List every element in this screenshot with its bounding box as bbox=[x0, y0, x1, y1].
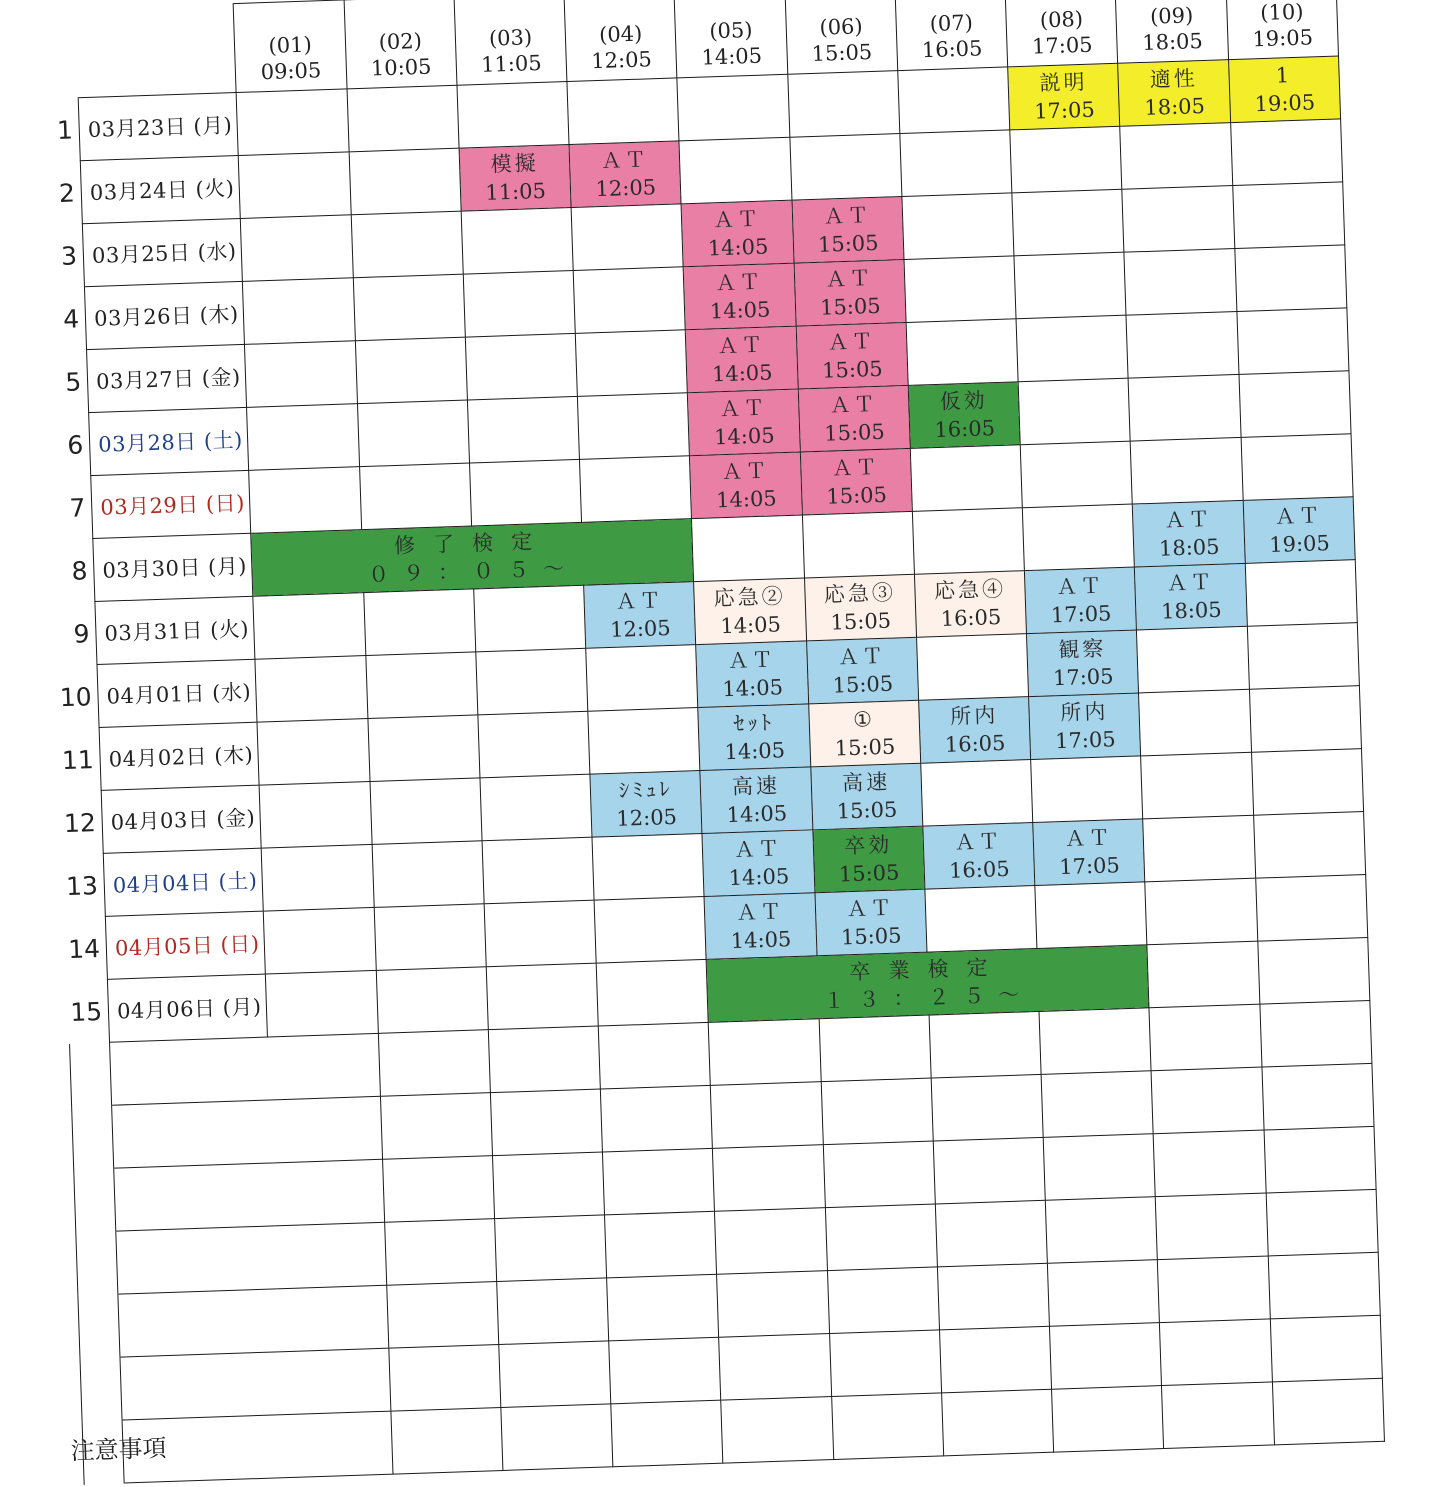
lesson-time: 17:05 bbox=[1033, 97, 1096, 124]
empty-slot bbox=[1257, 937, 1369, 1004]
empty-slot bbox=[347, 85, 459, 152]
empty-slot bbox=[469, 459, 581, 526]
lesson-cell bbox=[688, 389, 800, 456]
lesson-cell bbox=[1008, 63, 1120, 130]
lesson-name: ＡＴ bbox=[600, 147, 650, 173]
empty-slot bbox=[578, 393, 690, 460]
empty-slot bbox=[1241, 434, 1353, 501]
lesson-name: ＡＴ bbox=[716, 332, 766, 359]
lesson-cell bbox=[690, 452, 802, 519]
empty-slot bbox=[921, 760, 1033, 827]
slot-label: (05) bbox=[708, 17, 753, 44]
lesson-name: ｾｯﾄ bbox=[733, 710, 775, 736]
lesson-cell bbox=[590, 771, 702, 838]
row-date: 04月02日 (木) bbox=[99, 722, 259, 790]
lesson-cell bbox=[810, 763, 922, 830]
lesson-cell bbox=[681, 200, 793, 267]
lesson-time: 16:05 bbox=[948, 856, 1010, 883]
slot-time: 17:05 bbox=[1031, 32, 1093, 59]
lesson-time: 14:05 bbox=[715, 486, 778, 513]
lesson-name: 仮効 bbox=[939, 388, 989, 414]
lesson-time: 14:05 bbox=[728, 864, 790, 891]
lesson-name: 応急④ bbox=[933, 576, 1007, 604]
slot-time: 19:05 bbox=[1252, 25, 1314, 52]
lesson-cell bbox=[798, 385, 910, 452]
lesson-time: 15:05 bbox=[819, 293, 882, 320]
empty-slot bbox=[1253, 812, 1365, 879]
empty-slot bbox=[262, 844, 374, 911]
lesson-name: ＡＴ bbox=[735, 899, 785, 925]
slot-header-09 bbox=[1115, 0, 1228, 63]
slot-header-02 bbox=[344, 0, 457, 89]
row-number: 14 bbox=[67, 933, 101, 964]
header-corner bbox=[35, 9, 78, 99]
exam-time: １３：２５～ bbox=[823, 982, 1034, 1014]
lesson-name: 適性 bbox=[1149, 66, 1199, 92]
empty-slot bbox=[1010, 126, 1122, 193]
lesson-name: 1 bbox=[1275, 63, 1293, 88]
row-number: 11 bbox=[61, 744, 95, 775]
lesson-time: 14:05 bbox=[726, 801, 788, 828]
row-number: 9 bbox=[73, 618, 91, 649]
lesson-time: 14:05 bbox=[722, 675, 784, 702]
lesson-time: 19:05 bbox=[1254, 90, 1316, 117]
lesson-time: 17:05 bbox=[1050, 601, 1112, 628]
empty-slot bbox=[1126, 311, 1238, 378]
empty-slot bbox=[1014, 252, 1126, 319]
lesson-time: 15:05 bbox=[821, 356, 884, 383]
empty-slot bbox=[374, 904, 486, 971]
lesson-name: 模擬 bbox=[490, 151, 540, 177]
empty-slot bbox=[241, 215, 353, 282]
lesson-name: ＡＴ bbox=[712, 206, 762, 233]
lesson-cell bbox=[1243, 497, 1355, 564]
lesson-name: ＡＴ bbox=[829, 391, 878, 418]
empty-slot bbox=[376, 967, 488, 1034]
lesson-name: 高速 bbox=[841, 769, 891, 796]
row-date: 04月06日 (月) bbox=[108, 974, 268, 1042]
slot-label: (06) bbox=[819, 14, 864, 40]
lesson-name: 応急③ bbox=[823, 580, 897, 607]
empty-slot bbox=[366, 652, 478, 719]
lesson-name: 応急② bbox=[713, 584, 787, 611]
row-date: 03月29日 (日) bbox=[91, 470, 251, 538]
empty-slot bbox=[260, 781, 372, 848]
lesson-time: 15:05 bbox=[825, 482, 888, 509]
lesson-cell bbox=[794, 259, 906, 326]
lesson-name: ＡＴ bbox=[719, 395, 768, 422]
empty-slot bbox=[1249, 686, 1361, 753]
empty-slot bbox=[1235, 245, 1347, 312]
row-date: 03月23日 (月) bbox=[78, 93, 238, 161]
lesson-name: ＡＴ bbox=[1274, 503, 1323, 529]
slot-header-03 bbox=[454, 0, 567, 85]
empty-slot bbox=[253, 593, 365, 660]
lesson-time: 17:05 bbox=[1058, 853, 1121, 880]
empty-slot bbox=[1230, 119, 1342, 186]
empty-slot bbox=[1145, 878, 1257, 945]
lesson-time: 14:05 bbox=[730, 927, 792, 954]
lesson-time: 15:05 bbox=[823, 419, 886, 446]
row-date: 03月28日 (土) bbox=[89, 407, 249, 475]
lesson-cell bbox=[1027, 630, 1139, 697]
lesson-cell bbox=[698, 704, 810, 771]
empty-slot bbox=[912, 508, 1024, 575]
lesson-name: ＡＴ bbox=[827, 328, 876, 355]
empty-slot bbox=[787, 71, 899, 138]
empty-slot bbox=[916, 634, 1028, 701]
empty-slot bbox=[1137, 626, 1249, 693]
empty-slot bbox=[594, 896, 706, 963]
empty-slot bbox=[237, 89, 349, 156]
row-number: 7 bbox=[68, 492, 86, 523]
empty-slot bbox=[357, 400, 469, 467]
empty-slot bbox=[692, 515, 804, 582]
lesson-name: ＡＴ bbox=[954, 829, 1003, 855]
lesson-name: 所内 bbox=[949, 703, 999, 729]
empty-slot bbox=[596, 959, 708, 1026]
lesson-name: ｼﾐｭﾚ bbox=[618, 776, 674, 803]
row-date: 03月26日 (木) bbox=[85, 281, 245, 349]
lesson-cell bbox=[569, 141, 681, 208]
empty-slot bbox=[802, 511, 914, 578]
slot-label: (09) bbox=[1149, 3, 1194, 29]
empty-slot bbox=[1012, 189, 1124, 256]
empty-slot bbox=[1035, 882, 1147, 949]
lesson-name: 所内 bbox=[1060, 699, 1109, 726]
lesson-cell bbox=[1033, 819, 1145, 886]
empty-slot bbox=[906, 319, 1018, 386]
lesson-name: ＡＴ bbox=[615, 588, 664, 614]
empty-slot bbox=[482, 837, 594, 904]
slot-label: (03) bbox=[488, 25, 533, 51]
lesson-cell bbox=[1135, 563, 1247, 630]
empty-slot bbox=[1255, 875, 1367, 942]
slot-time: 16:05 bbox=[921, 36, 983, 63]
lesson-name: ＡＴ bbox=[1055, 573, 1105, 600]
row-number: 3 bbox=[60, 240, 78, 271]
empty-slot bbox=[592, 833, 704, 900]
lesson-cell bbox=[923, 823, 1035, 890]
lesson-time: 15:05 bbox=[832, 671, 894, 698]
lesson-cell bbox=[919, 697, 1031, 764]
lesson-time: 14:05 bbox=[719, 612, 782, 639]
lesson-name: ＡＴ bbox=[714, 269, 764, 296]
slot-time: 10:05 bbox=[370, 54, 432, 81]
lesson-name: 観察 bbox=[1057, 636, 1107, 663]
empty-slot bbox=[1124, 249, 1236, 316]
lesson-time: 15:05 bbox=[836, 797, 898, 824]
empty-slot bbox=[1247, 623, 1359, 690]
slot-time: 18:05 bbox=[1141, 28, 1204, 55]
empty-slot bbox=[925, 885, 1037, 952]
lesson-name: 卒効 bbox=[843, 832, 893, 859]
empty-slot bbox=[478, 711, 590, 778]
empty-slot bbox=[372, 841, 484, 908]
empty-slot bbox=[1237, 308, 1349, 375]
row-number: 5 bbox=[64, 366, 82, 397]
slot-header-10 bbox=[1225, 0, 1338, 60]
empty-slot bbox=[588, 708, 700, 775]
empty-slot bbox=[351, 211, 463, 278]
empty-slot bbox=[1031, 756, 1143, 823]
empty-slot bbox=[474, 585, 586, 652]
lesson-cell bbox=[800, 448, 912, 515]
slot-header-05 bbox=[674, 0, 787, 78]
exam-time: ０９：０５～ bbox=[367, 555, 579, 587]
lesson-time: 15:05 bbox=[834, 734, 896, 761]
slot-time: 11:05 bbox=[480, 50, 543, 77]
slot-label: (01) bbox=[268, 32, 313, 58]
lesson-cell bbox=[686, 326, 798, 393]
lesson-cell bbox=[1029, 693, 1141, 760]
empty-slot bbox=[370, 778, 482, 845]
slot-label: (10) bbox=[1259, 0, 1304, 26]
empty-slot bbox=[910, 445, 1022, 512]
empty-slot bbox=[904, 256, 1016, 323]
slot-header-08 bbox=[1005, 0, 1118, 67]
row-date: 04月01日 (水) bbox=[97, 659, 257, 727]
empty-slot bbox=[457, 82, 569, 149]
lesson-name: ＡＴ bbox=[825, 266, 874, 292]
row-number: 4 bbox=[62, 303, 80, 334]
empty-slot bbox=[1122, 186, 1234, 253]
empty-slot bbox=[1139, 689, 1251, 756]
empty-slot bbox=[467, 396, 579, 463]
empty-slot bbox=[484, 900, 596, 967]
empty-slot bbox=[257, 719, 369, 786]
notes-label: 注意事項 bbox=[70, 1434, 167, 1466]
empty-slot bbox=[677, 74, 789, 141]
empty-slot bbox=[461, 207, 573, 274]
lesson-time: 12:05 bbox=[595, 175, 657, 202]
lesson-time: 18:05 bbox=[1160, 597, 1223, 624]
row-date: 04月04日 (土) bbox=[103, 848, 263, 916]
empty-slot bbox=[1245, 560, 1357, 627]
lesson-time: 15:05 bbox=[838, 860, 900, 887]
empty-slot bbox=[243, 278, 355, 345]
empty-slot bbox=[1022, 504, 1134, 571]
lesson-name: ＡＴ bbox=[727, 647, 777, 674]
lesson-name: ＡＴ bbox=[822, 203, 872, 229]
empty-slot bbox=[1251, 749, 1363, 816]
empty-slot bbox=[359, 463, 471, 530]
lesson-cell bbox=[1118, 60, 1230, 127]
row-number: 12 bbox=[63, 807, 97, 838]
empty-slot bbox=[349, 148, 461, 215]
slot-time: 12:05 bbox=[590, 47, 653, 74]
empty-slot bbox=[1020, 441, 1132, 508]
empty-slot bbox=[264, 907, 376, 974]
lesson-time: 17:05 bbox=[1054, 727, 1117, 754]
slot-label: (07) bbox=[929, 10, 974, 37]
lesson-cell bbox=[796, 322, 908, 389]
row-date: 03月30日 (月) bbox=[93, 533, 253, 601]
lesson-name: ＡＴ bbox=[1064, 825, 1113, 851]
lesson-time: 16:05 bbox=[940, 604, 1002, 631]
empty-slot bbox=[486, 963, 598, 1030]
empty-slot bbox=[368, 715, 480, 782]
slot-label: (02) bbox=[378, 28, 423, 55]
row-number: 10 bbox=[59, 681, 93, 712]
lesson-time: 15:05 bbox=[840, 923, 902, 950]
lesson-time: 15:05 bbox=[817, 230, 879, 257]
slot-header-06 bbox=[785, 0, 898, 74]
lesson-cell bbox=[1228, 56, 1340, 123]
slot-header-07 bbox=[895, 0, 1008, 71]
empty-slot bbox=[245, 341, 357, 408]
lesson-cell bbox=[908, 382, 1020, 449]
empty-slot bbox=[1147, 941, 1259, 1008]
lesson-time: 18:05 bbox=[1158, 534, 1220, 561]
row-date: 03月25日 (水) bbox=[82, 218, 242, 286]
lesson-name: ＡＴ bbox=[831, 454, 881, 481]
lesson-name: ① bbox=[852, 707, 876, 732]
empty-slot bbox=[586, 645, 698, 712]
empty-slot bbox=[1239, 371, 1351, 438]
empty-slot bbox=[355, 337, 467, 404]
empty-slot bbox=[1131, 437, 1243, 504]
lesson-name: ＡＴ bbox=[1163, 506, 1213, 533]
empty-slot bbox=[900, 130, 1012, 197]
lesson-cell bbox=[1133, 500, 1245, 567]
lesson-time: 14:05 bbox=[709, 297, 771, 324]
empty-slot bbox=[790, 134, 902, 201]
lesson-name: ＡＴ bbox=[721, 458, 770, 485]
empty-slot bbox=[1018, 378, 1130, 445]
row-number: 2 bbox=[58, 177, 76, 208]
header-date-corner bbox=[75, 4, 236, 98]
lesson-name: ＡＴ bbox=[837, 643, 887, 670]
empty-slot bbox=[1141, 752, 1253, 819]
lesson-name: ＡＴ bbox=[733, 836, 783, 862]
lesson-time: 14:05 bbox=[707, 234, 769, 261]
empty-slot bbox=[255, 656, 367, 723]
lesson-cell bbox=[804, 574, 916, 641]
lesson-cell bbox=[704, 893, 816, 960]
empty-slot bbox=[480, 774, 592, 841]
row-date: 03月24日 (火) bbox=[80, 155, 240, 223]
empty-slot bbox=[266, 970, 378, 1037]
empty-slot bbox=[573, 267, 685, 334]
lesson-cell bbox=[806, 637, 918, 704]
empty-slot bbox=[1143, 815, 1255, 882]
lesson-time: 12:05 bbox=[616, 804, 678, 831]
empty-slot bbox=[1232, 182, 1344, 249]
empty-slot bbox=[476, 648, 588, 715]
slot-header-01 bbox=[234, 0, 347, 93]
lesson-time: 16:05 bbox=[944, 730, 1006, 757]
exam-name: 修了検定 bbox=[393, 528, 551, 559]
empty-slot bbox=[1129, 374, 1241, 441]
row-number: 8 bbox=[71, 555, 88, 586]
lesson-time: 14:05 bbox=[713, 423, 775, 450]
empty-slot bbox=[571, 204, 683, 271]
slot-label: (04) bbox=[598, 21, 643, 47]
lesson-name: ＡＴ bbox=[1166, 569, 1215, 596]
lesson-time: 15:05 bbox=[830, 608, 892, 635]
lesson-cell bbox=[813, 826, 925, 893]
empty-slot bbox=[580, 456, 692, 523]
row-date: 04月05日 (日) bbox=[105, 911, 265, 979]
empty-slot bbox=[463, 270, 575, 337]
row-number: 13 bbox=[65, 870, 99, 901]
slot-time: 14:05 bbox=[701, 43, 763, 70]
empty-slot bbox=[353, 274, 465, 341]
lesson-cell bbox=[815, 889, 927, 956]
empty-slot bbox=[575, 330, 687, 397]
empty-slot bbox=[1016, 315, 1128, 382]
lesson-cell bbox=[694, 578, 806, 645]
lesson-cell bbox=[808, 700, 920, 767]
row-number: 1 bbox=[56, 114, 74, 145]
empty-slot bbox=[465, 333, 577, 400]
slot-label: (08) bbox=[1039, 6, 1084, 33]
lesson-time: 16:05 bbox=[934, 416, 996, 443]
empty-slot bbox=[902, 193, 1014, 260]
slot-header-04 bbox=[564, 0, 677, 82]
lesson-cell bbox=[459, 145, 571, 212]
row-date: 03月31日 (火) bbox=[95, 596, 255, 664]
lesson-schedule-table bbox=[35, 0, 1385, 1485]
slot-time: 15:05 bbox=[811, 39, 873, 66]
lesson-time: 14:05 bbox=[724, 738, 786, 765]
lesson-name: 説明 bbox=[1039, 69, 1088, 96]
lesson-cell bbox=[696, 641, 808, 708]
lesson-time: 12:05 bbox=[609, 615, 672, 642]
slot-time: 09:05 bbox=[260, 58, 322, 85]
lesson-cell bbox=[1025, 567, 1137, 634]
empty-slot bbox=[679, 137, 791, 204]
lesson-time: 17:05 bbox=[1052, 664, 1114, 691]
lesson-time: 11:05 bbox=[484, 178, 547, 205]
empty-slot bbox=[249, 467, 361, 534]
row-date: 03月27日 (金) bbox=[87, 344, 247, 412]
lesson-name: ＡＴ bbox=[845, 895, 895, 922]
lesson-cell bbox=[914, 571, 1026, 638]
row-date: 04月03日 (金) bbox=[101, 785, 261, 853]
empty-slot bbox=[1120, 123, 1232, 190]
lesson-cell bbox=[700, 767, 812, 834]
lesson-time: 18:05 bbox=[1144, 93, 1206, 120]
lesson-name: 高速 bbox=[731, 773, 781, 799]
empty-slot bbox=[567, 78, 679, 145]
empty-slot bbox=[239, 152, 351, 219]
row-number: 6 bbox=[66, 429, 84, 460]
empty-slot bbox=[363, 589, 475, 656]
empty-slot bbox=[898, 67, 1010, 134]
empty-slot bbox=[247, 404, 359, 471]
lesson-cell bbox=[584, 582, 696, 649]
exam-name: 卒業検定 bbox=[849, 955, 1006, 985]
lesson-cell bbox=[684, 263, 796, 330]
lesson-cell bbox=[702, 830, 814, 897]
row-number: 15 bbox=[69, 996, 103, 1027]
lesson-cell bbox=[792, 197, 904, 264]
lesson-time: 19:05 bbox=[1268, 531, 1331, 558]
lesson-time: 14:05 bbox=[711, 360, 773, 387]
